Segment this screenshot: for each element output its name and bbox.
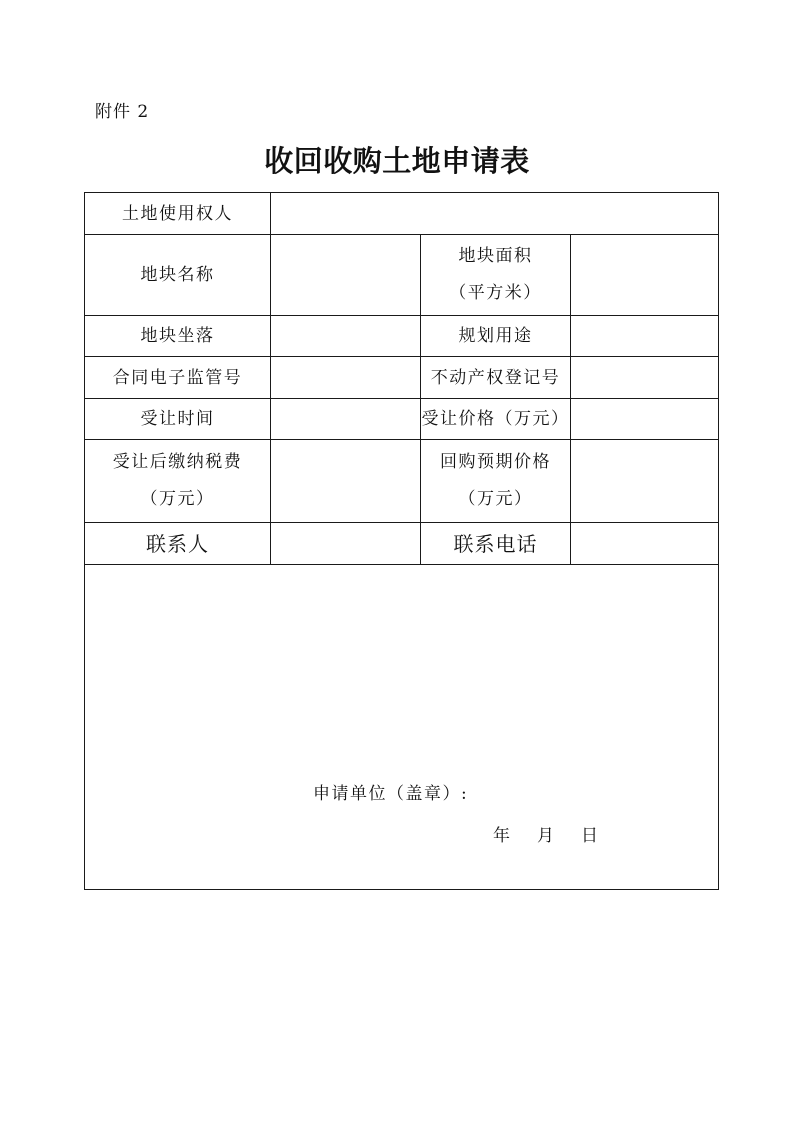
- row-transfer-time-price: [85, 399, 719, 440]
- contact-phone-label: 联系电话: [421, 523, 571, 565]
- post-transfer-tax-label-line1: 受让后缴纳税费: [112, 452, 243, 472]
- property-registration-no-value: [571, 357, 719, 399]
- applicant-seal-label: 申请单位（盖章）:: [313, 784, 469, 804]
- row-parcel-name-area: [85, 235, 719, 316]
- land-use-right-holder-value: [271, 193, 719, 235]
- transfer-time-label: 受让时间: [85, 399, 271, 440]
- parcel-area-label-line1: 地块面积: [458, 246, 533, 266]
- post-transfer-tax-label: [85, 440, 271, 523]
- date-month-label: 月: [537, 826, 554, 846]
- parcel-name-label: 地块名称: [85, 235, 271, 316]
- transfer-time-value: [271, 399, 421, 440]
- transfer-price-label: 受让价格（万元）: [421, 399, 571, 440]
- signature-area: [85, 565, 719, 890]
- contract-supervision-no-value: [271, 357, 421, 399]
- buyback-expected-price-value: [571, 440, 719, 523]
- contact-person-label: 联系人: [85, 523, 271, 565]
- post-transfer-tax-label-line2: （万元）: [140, 489, 215, 509]
- row-signature-area: [85, 565, 719, 890]
- row-location-planned-use: [85, 316, 719, 357]
- row-tax-buyback: [85, 440, 719, 523]
- contact-person-value: [271, 523, 421, 565]
- date-day-label: 日: [581, 826, 598, 846]
- row-contract-registration: [85, 357, 719, 399]
- post-transfer-tax-value: [271, 440, 421, 523]
- buyback-expected-price-label-line1: 回购预期价格: [440, 452, 551, 472]
- buyback-expected-price-label-line2: （万元）: [458, 489, 533, 509]
- planned-use-label: 规划用途: [421, 316, 571, 357]
- parcel-area-label: [421, 235, 571, 316]
- parcel-location-label: 地块坐落: [85, 316, 271, 357]
- row-land-use-right-holder: [85, 193, 719, 235]
- contract-supervision-no-label: 合同电子监管号: [85, 357, 271, 399]
- parcel-area-value: [571, 235, 719, 316]
- parcel-location-value: [271, 316, 421, 357]
- page-title: 收回收购土地申请表: [264, 144, 530, 178]
- contact-phone-value: [571, 523, 719, 565]
- land-use-right-holder-label: 土地使用权人: [85, 193, 271, 235]
- parcel-name-value: [271, 235, 421, 316]
- planned-use-value: [571, 316, 719, 357]
- parcel-area-label-line2: （平方米）: [449, 283, 542, 303]
- transfer-price-value: [571, 399, 719, 440]
- buyback-expected-price-label: [421, 440, 571, 523]
- property-registration-no-label: 不动产权登记号: [421, 357, 571, 399]
- date-year-label: 年: [493, 826, 510, 846]
- row-contact: [85, 523, 719, 565]
- attachment-label: 附件 2: [95, 102, 150, 122]
